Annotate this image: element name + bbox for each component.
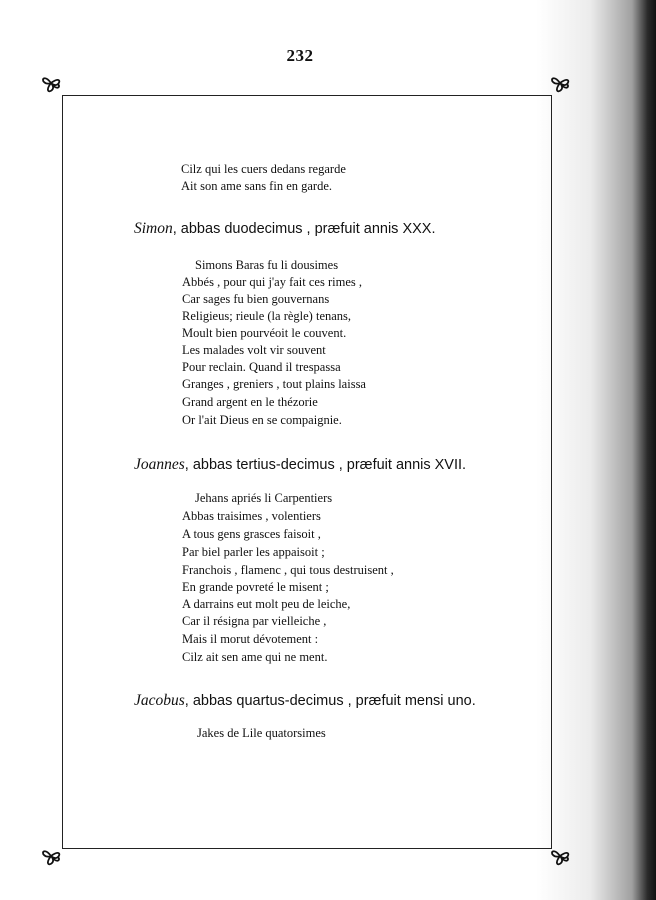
abbot-title: , abbas quartus-decimus , præfuit mensi uno. [184,693,476,709]
corner-ornament-icon [40,72,62,94]
verse-line: Ait son ame sans fin en garde. [181,179,333,193]
verse-line: Jehans apriés li Carpentiers [195,491,333,505]
verse-line: Pour reclain. Quand il trespassa [182,360,341,374]
verse-line: Abbas traisimes , volentiers [182,509,321,523]
verse-line: Franchois , flamenc , qui tous destruisent , [182,563,394,577]
verse-line: Or l'ait Dieus en se compaignie. [182,413,342,427]
verse-line: Grand argent en le thézorie [182,395,318,409]
abbot-name: Joannes [134,456,185,473]
abbot-title: , abbas duodecimus , præfuit annis XXX. [172,221,436,237]
verse-line: Mais il morut dévotement : [182,632,319,646]
corner-ornament-icon [549,72,571,94]
section-heading [134,220,436,238]
corner-ornament-icon [549,845,571,867]
verse-line: Les malades volt vir souvent [182,343,326,357]
verse-line: Car sages fu bien gouvernans [182,292,330,306]
verse-line: Car il résigna par vielleiche , [182,614,327,628]
abbot-name: Jacobus [134,692,185,709]
scan-edge-shadow [536,0,656,900]
abbot-name: Simon [134,220,173,237]
corner-ornament-icon [40,845,62,867]
verse-line: Cilz qui les cuers dedans regarde [181,162,346,176]
verse-line: En grande povreté le misent ; [182,580,329,594]
section-heading [134,692,476,710]
abbot-title: , abbas tertius-decimus , præfuit annis XVII. [184,457,467,473]
verse-line: Granges , greniers , tout plains laissa [182,377,366,391]
verse-line: Religieus; rieule (la règle) tenans, [182,309,352,323]
verse-line: A tous gens grasces faisoit , [182,527,321,541]
verse-line: A darrains eut molt peu de leiche, [182,597,351,611]
verse-line: Par biel parler les appaisoit ; [182,545,325,559]
section-heading [134,456,466,474]
verse-line: Jakes de Lile quatorsimes [197,726,326,740]
verse-line: Cilz ait sen ame qui ne ment. [182,650,328,664]
verse-line: Moult bien pourvéoit le couvent. [182,326,347,340]
verse-line: Abbés , pour qui j'ay fait ces rimes , [182,275,362,289]
page-number: 232 [286,46,314,65]
verse-line: Simons Baras fu li dousimes [195,258,339,272]
